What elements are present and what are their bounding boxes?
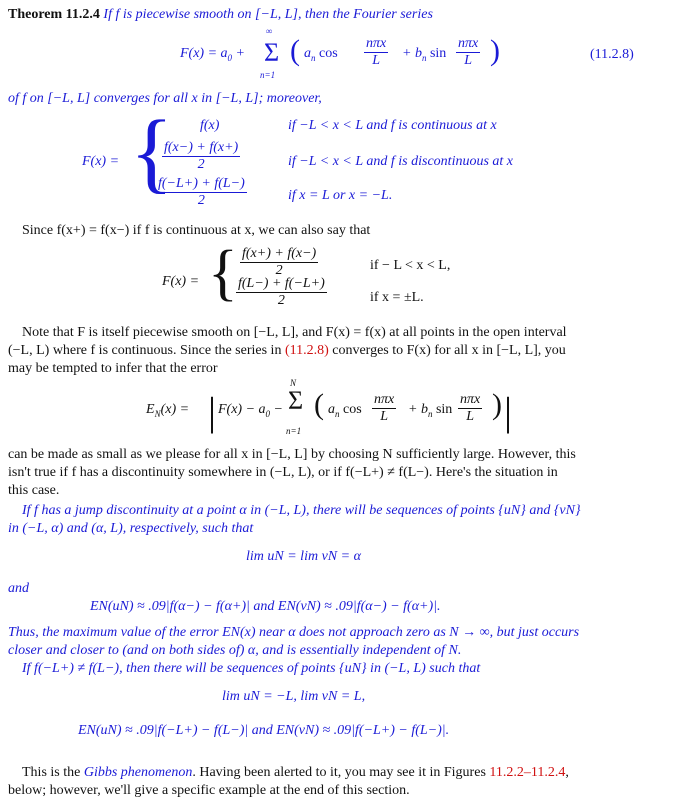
theorem-converges: of f on [−L, L] converges for all x in [−L, L]; moreover, [8,91,322,106]
paragraph-note-l1: Note that F is itself piecewise smooth on [−L, L], and F(x) = f(x) at all points in the open interval [22,325,567,340]
and-word: and [8,581,29,596]
gibbs-l2: below; however, we'll give a specific example at the end of this section. [8,783,410,798]
paragraph-error-l1: can be made as small as we please for all x in [−L, L] by choosing N sufficiently large. However, this [8,447,576,462]
eq2-case1-condition: if − L < x < L, [370,258,451,273]
equation-number: (11.2.8) [590,47,634,62]
paragraph-error-l3: this case. [8,483,60,498]
thus-l2: closer and closer to (and on both sides of) α, and is essentially independent of N. [8,643,462,658]
eq2-case2-denominator: 2 [277,293,285,308]
paragraph-continuous: Since f(x+) = f(x−) if f is continuous at x, we can also say that [22,223,371,238]
case3-denominator: 2 [197,193,205,208]
eq2-case1-denominator: 2 [275,263,283,278]
theorem-label: Theorem 11.2.4 [8,7,100,22]
piecewise-definition: F(x) = { f(x) $\frac{f(x-) + f(x+)}{2}$ $\frac{f(-L+) + f(L-)}{2}$ if −L < x < L and f is continuous at x if −L < x < L and f is discontinuous at x if x = L or x = −L. [82,103,514,208]
case2-denominator: 2 [197,157,205,172]
thus-l1: Thus, the maximum value of the error EN(x) near α does not approach zero as N → ∞, but just occurs [8,625,580,640]
paragraph-note-l2: (−L, L) where f is continuous. Since the series in (11.2.8) converges to F(x) for all x in [−L, L], you [8,343,566,358]
error-estimate-1: EN(uN) ≈ .09|f(α−) − f(α+)| and EN(vN) ≈ .09|f(α−) − f(α+)|. [90,599,441,614]
theorem-statement: If f is piecewise smooth on [−L, L], then the Fourier series [103,7,433,22]
case1-condition: if −L < x < L and f is continuous at x [288,118,497,133]
eq2-case2-numerator: f(L−) + f(−L+) [238,276,325,291]
error-equation: $E_N(x)$ = | $F(x) - a_0$ − Σ N n=1 ( $a_n$ cos nπx L + $b_n$ sin nπx L ) | [146,378,513,436]
gibbs-l1: This is the Gibbs phenomenon. Having been alerted to it, you may see it in Figures 11.2.2–11.2.4, [22,765,569,780]
case1-value: f(x) [200,118,220,133]
jump-l2: in (−L, α) and (α, L), respectively, such that [8,521,254,536]
eq2-case1-numerator: f(x+) + f(x−) [242,246,317,261]
theorem-header [8,6,433,24]
eq2-case2-condition: if x = ±L. [370,290,424,305]
error-estimate-2: EN(uN) ≈ .09|f(−L+) − f(L−)| and EN(vN) ≈ .09|f(−L+) − f(L−)|. [78,723,450,738]
piecewise-definition-2: F(x) = { $\frac{f(x+) + f(x-)}{2}$ $\frac{f(L-) + f(-L+)}{2}$ if − L < x < L, if x = ±L. [162,239,451,308]
paragraph-error-l2: isn't true if f has a discontinuity somewhere in (−L, L), or if f(−L+) ≠ f(L−). Here's the situation in [8,465,558,480]
jump-l1: If f has a jump discontinuity at a point α in (−L, L), there will be sequences of points {uN} and {vN} [22,503,581,518]
limit-equation-1: lim uN = lim vN = α [246,549,361,564]
gibbs-term: Gibbs phenomenon [83,765,193,780]
equation-ref-link[interactable]: (11.2.8) [284,343,329,358]
case3-numerator: f(−L+) + f(L−) [158,176,245,191]
case2-numerator: f(x−) + f(x+) [164,140,239,155]
figures-ref-link[interactable]: 11.2.2–11.2.4 [489,765,566,780]
case2-condition: if −L < x < L and f is discontinuous at x [288,154,514,169]
endpoint-condition: If f(−L+) ≠ f(L−), then there will be sequences of points {uN} in (−L, L) such that [22,661,481,676]
limit-equation-2: lim uN = −L, lim vN = L, [222,689,366,704]
case3-condition: if x = L or x = −L. [288,188,393,203]
paragraph-note-l3: may be tempted to infer that the error [8,361,218,376]
